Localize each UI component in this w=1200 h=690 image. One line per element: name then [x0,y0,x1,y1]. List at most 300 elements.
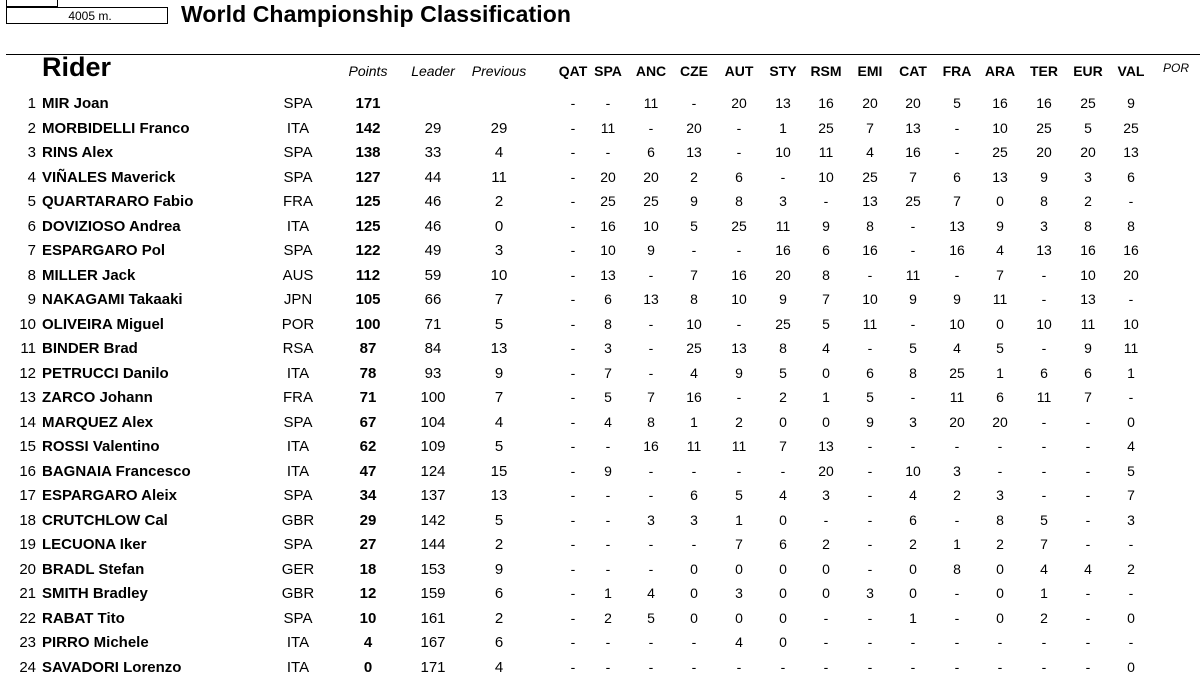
rider-name: BRADL Stefan [42,560,145,578]
rider-name: ZARCO Johann [42,389,153,406]
race-result-aut-text: 11 [731,438,747,454]
race-result-qat-text: - [570,634,576,650]
race-result-spa-text: - [605,536,611,552]
rider-gap-leader-text: 161 [420,609,446,627]
race-result-sty-text: 1 [779,119,787,136]
race-result-eur-text: - [1085,413,1091,430]
race-result-ara-text: 1 [996,364,1004,381]
rider-points-text: 18 [359,560,377,578]
race-result-ter-text: 6 [1040,364,1048,381]
race-result-spa-text: 7 [604,364,612,381]
race-result-sty-text: 9 [779,291,787,307]
rider-name: RINS Alex [42,144,114,161]
race-result-aut-text: 0 [735,609,743,626]
race-result-ter-text: 7 [1040,536,1048,552]
race-result-eur-text: - [1085,438,1091,454]
race-result-ara-text: 5 [996,340,1004,356]
rider-gap-leader-text: 137 [420,487,446,504]
column-header-race-ter-text: TER [1030,63,1058,79]
race-result-aut-text: 25 [731,217,747,234]
race-result-emi-text: 9 [866,413,874,430]
race-result-rsm-text: 0 [822,364,830,381]
table-row [0,634,1200,658]
race-result-spa-text: - [605,634,611,650]
column-header-race-val-text: VAL [1117,63,1145,79]
race-result-spa-text: 5 [604,389,612,405]
race-result-emi-text: - [867,438,873,454]
rider-points-text: 100 [355,315,381,333]
rider-gap-leader-text: 144 [420,536,446,553]
race-result-eur-text: - [1085,487,1091,503]
race-result-rsm-text: 13 [818,438,834,454]
race-result-eur-text: - [1085,462,1091,479]
race-result-val-text: 0 [1127,658,1135,675]
race-result-rsm-text: - [823,634,829,650]
table-row [0,561,1200,585]
race-result-qat-text: - [570,609,576,626]
race-result-spa-text: 4 [604,413,612,430]
rider-points-text: 125 [355,193,381,210]
race-result-anc-text: - [648,560,654,577]
rider-gap-previous-text: 13 [490,487,508,504]
race-result-emi-text: 5 [866,389,874,405]
rider-position: 15 [19,438,36,455]
race-result-rsm-text: - [823,511,829,528]
rider-nation-text: SPA [283,413,313,431]
race-result-emi-text: - [867,266,873,283]
distance-box-tab [6,0,58,7]
race-result-val-text: 8 [1127,217,1135,234]
race-result-cze-text: 11 [686,438,702,454]
race-result-emi-text: 8 [866,217,874,234]
race-result-eur-text: - [1085,634,1091,650]
race-result-fra-text: 9 [953,291,961,307]
race-result-qat-text: - [570,389,576,405]
column-header-race-eur-text: EUR [1073,63,1103,79]
race-result-aut-text: - [736,389,742,405]
rider-gap-previous-text: 15 [490,462,508,480]
rider-position: 19 [19,536,36,553]
rider-gap-leader-text: 46 [424,193,442,210]
race-result-cat-text: - [910,438,916,454]
race-result-qat-text: - [570,242,576,258]
rider-nation-text: ITA [286,438,310,455]
rider-nation-text: ITA [286,217,310,235]
race-result-cze-text: 0 [690,560,698,577]
rider-gap-leader-text: 124 [420,462,446,480]
race-result-fra-text: 11 [949,389,965,405]
race-result-fra-text: 20 [949,413,965,430]
column-header-race-ara-text: ARA [984,63,1016,79]
race-result-anc-text: - [648,487,654,503]
race-result-sty-text: 0 [779,609,787,626]
race-result-eur-text: 2 [1084,193,1092,209]
rider-points-text: 62 [359,438,377,455]
race-result-rsm-text: 10 [818,168,834,185]
race-result-eur-text: - [1085,609,1091,626]
race-result-qat-text: - [570,560,576,577]
race-result-cze-text: 3 [690,511,698,528]
race-result-ter-text: 9 [1040,168,1048,185]
race-result-qat-text: - [570,585,576,601]
rider-points-text: 71 [359,389,377,406]
rider-gap-leader-text: 44 [424,168,442,186]
race-result-eur-text: 8 [1084,217,1092,234]
race-result-rsm-text: - [823,609,829,626]
race-result-anc-text: 7 [647,389,655,405]
race-result-rsm-text: 5 [822,315,830,332]
race-result-eur-text: 25 [1080,95,1096,111]
table-row [0,610,1200,634]
race-result-cze-text: 5 [690,217,698,234]
rider-position: 16 [19,462,36,480]
race-result-rsm-text: 25 [818,119,834,136]
race-result-cze-text: - [691,634,697,650]
column-header-race-qat-text: QAT [558,63,588,79]
race-result-rsm-text: - [823,658,829,675]
race-result-emi-text: 20 [862,95,878,111]
race-result-cze-text: - [691,242,697,258]
table-row [0,169,1200,193]
race-result-anc-text: 8 [647,413,655,430]
race-result-emi-text: - [867,462,873,479]
race-result-cat-text: 25 [905,193,921,209]
table-row [0,536,1200,560]
table-row [0,120,1200,144]
rider-position: 24 [19,658,36,676]
race-result-qat-text: - [570,438,576,454]
race-result-fra-text: 3 [953,462,961,479]
race-result-val-text: 6 [1127,168,1135,185]
race-result-ara-text: 9 [996,217,1004,234]
race-result-val-text: 9 [1127,95,1135,111]
race-result-cze-text: 8 [690,291,698,307]
race-result-anc-text: - [648,315,654,332]
race-result-aut-text: 5 [735,487,743,503]
race-result-sty-text: 0 [779,560,787,577]
rider-nation-text: AUS [282,266,314,284]
race-result-aut-text: 20 [731,95,747,111]
race-result-qat-text: - [570,364,576,381]
race-result-cze-text: 0 [690,609,698,626]
race-result-cze-text: - [691,658,697,675]
race-result-spa-text: - [605,560,611,577]
rider-points-text: 12 [359,585,377,602]
race-result-ter-text: 8 [1040,193,1048,209]
race-result-val-text: 3 [1127,511,1135,528]
race-result-anc-text: - [648,119,654,136]
rider-gap-previous-text: 5 [494,315,504,333]
race-result-rsm-text: 0 [822,560,830,577]
rider-gap-previous-text: 29 [490,119,508,137]
race-result-rsm-text: 7 [822,291,830,307]
table-row [0,438,1200,462]
race-result-anc-text: 16 [643,438,659,454]
race-result-cat-text: 0 [909,585,917,601]
race-result-qat-text: - [570,413,576,430]
race-result-cat-text: 10 [905,462,921,479]
race-result-eur-text: 3 [1084,168,1092,185]
race-result-ara-text: 0 [996,585,1004,601]
race-result-spa-text: 13 [600,266,616,283]
race-result-fra-text: - [954,144,960,160]
track-distance: 4005 m. [6,7,168,24]
race-result-aut-text: 16 [731,266,747,283]
race-result-ter-text: - [1041,340,1047,356]
race-result-cat-text: 13 [905,119,921,136]
race-result-ter-text: - [1041,413,1047,430]
rider-name: VIÑALES Maverick [42,168,176,186]
race-result-sty-text: 20 [775,266,791,283]
race-result-anc-text: 6 [647,144,655,160]
race-result-sty-text: 16 [775,242,791,258]
race-result-rsm-text: 0 [822,413,830,430]
race-result-aut-text: - [736,242,742,258]
column-header-leader-text: Leader [411,63,455,79]
race-result-eur-text: 13 [1080,291,1096,307]
race-result-val-text: - [1128,536,1134,552]
race-result-aut-text: - [736,462,742,479]
race-result-ter-text: 4 [1040,560,1048,577]
race-result-fra-text: - [954,511,960,528]
column-header-race-emi-text: EMI [857,63,883,79]
race-result-spa-text: 9 [604,462,612,479]
race-result-qat-text: - [570,658,576,675]
rider-gap-previous-text: 9 [494,364,504,382]
race-result-ara-text: 20 [992,413,1008,430]
race-result-spa-text: 11 [600,119,616,136]
race-result-aut-text: 13 [731,340,747,356]
race-result-cat-text: 16 [905,144,921,160]
race-result-fra-text: 13 [949,217,965,234]
race-result-rsm-text: 2 [822,536,830,552]
rider-points-text: 67 [359,413,377,431]
race-result-anc-text: - [648,634,654,650]
race-result-cze-text: 1 [690,413,698,430]
header-divider [6,54,1200,55]
race-result-emi-text: - [867,511,873,528]
race-result-ter-text: 20 [1036,144,1052,160]
race-result-cze-text: 10 [686,315,702,332]
race-result-eur-text: 20 [1080,144,1096,160]
table-row [0,267,1200,291]
rider-nation-text: GBR [281,511,315,529]
rider-gap-leader-text: 153 [420,560,446,578]
rider-position: 12 [19,364,36,382]
column-header-race-cat-text: CAT [899,63,927,79]
race-result-cat-text: 5 [909,340,917,356]
race-result-aut-text: - [736,144,742,160]
race-result-aut-text: 4 [735,634,743,650]
race-result-cze-text: 6 [690,487,698,503]
race-result-ara-text: 6 [996,389,1004,405]
rider-name: MORBIDELLI Franco [42,119,190,137]
rider-name: CRUTCHLOW Cal [42,511,168,529]
race-result-ara-text: 0 [996,193,1004,209]
rider-gap-previous-text: 3 [494,242,504,259]
race-result-emi-text: 4 [866,144,874,160]
race-result-ter-text: 2 [1040,609,1048,626]
rider-points-text: 87 [359,340,377,357]
race-result-fra-text: 16 [949,242,965,258]
race-result-eur-text: - [1085,511,1091,528]
race-result-anc-text: - [648,340,654,356]
race-result-cze-text: 13 [686,144,702,160]
race-result-eur-text: 4 [1084,560,1092,577]
race-result-emi-text: 11 [862,315,878,332]
race-result-qat-text: - [570,511,576,528]
race-result-sty-text: 3 [779,193,787,209]
race-result-spa-text: 3 [604,340,612,356]
race-result-eur-text: - [1085,658,1091,675]
race-result-ter-text: 25 [1036,119,1052,136]
race-result-spa-text: - [605,144,611,160]
race-result-spa-text: - [605,438,611,454]
race-result-anc-text: - [648,266,654,283]
race-result-fra-text: 4 [953,340,961,356]
race-result-cat-text: - [910,242,916,258]
race-result-eur-text: 11 [1080,315,1096,332]
column-header-race-por-text: POR [1162,61,1190,75]
rider-name: SAVADORI Lorenzo [42,658,182,676]
table-row [0,463,1200,487]
race-result-sty-text: 7 [779,438,787,454]
race-result-cat-text: 3 [909,413,917,430]
rider-gap-previous-text: 9 [494,560,504,578]
race-result-emi-text: - [867,658,873,675]
rider-name: ESPARGARO Aleix [42,487,178,504]
rider-gap-leader-text: 159 [420,585,446,602]
race-result-eur-text: 5 [1084,119,1092,136]
race-result-ter-text: 1 [1040,585,1048,601]
rider-nation-text: SPA [283,95,313,112]
rider-gap-previous-text: 5 [494,511,504,529]
race-result-aut-text: - [736,658,742,675]
race-result-cze-text: 20 [686,119,702,136]
rider-nation-text: SPA [283,144,313,161]
rider-name: QUARTARARO Fabio [42,193,194,210]
race-result-val-text: 0 [1127,609,1135,626]
race-result-cat-text: - [910,217,916,234]
race-result-rsm-text: 0 [822,585,830,601]
rider-position: 6 [27,217,36,235]
race-result-fra-text: - [954,658,960,675]
rider-name: MARQUEZ Alex [42,413,154,431]
race-result-ter-text: 10 [1036,315,1052,332]
rider-gap-leader-text: 84 [424,340,442,357]
race-result-cze-text: - [691,462,697,479]
race-result-val-text: 10 [1123,315,1139,332]
race-result-anc-text: - [648,536,654,552]
race-result-fra-text: 6 [953,168,961,185]
race-result-aut-text: 7 [735,536,743,552]
race-result-val-text: 11 [1123,340,1139,356]
race-result-rsm-text: 9 [822,217,830,234]
race-result-spa-text: 2 [604,609,612,626]
rider-name: PIRRO Michele [42,634,149,651]
race-result-aut-text: 2 [735,413,743,430]
race-result-emi-text: 25 [862,168,878,185]
race-result-sty-text: 0 [779,585,787,601]
rider-name: BINDER Brad [42,340,138,357]
race-result-fra-text: 10 [949,315,965,332]
rider-points-text: 34 [359,487,377,504]
race-result-aut-text: - [736,315,742,332]
rider-gap-previous-text: 10 [490,266,508,284]
race-result-anc-text: 10 [643,217,659,234]
column-header-race-anc-text: ANC [635,63,667,79]
rider-position: 11 [20,340,36,357]
race-result-emi-text: 13 [862,193,878,209]
race-result-ter-text: - [1041,291,1047,307]
rider-gap-previous-text: 4 [494,413,504,431]
race-result-sty-text: 11 [775,217,791,234]
rider-points-text: 125 [355,217,381,235]
race-result-aut-text: 0 [735,560,743,577]
race-result-ara-text: - [997,462,1003,479]
table-row [0,193,1200,217]
race-result-cze-text: 2 [690,168,698,185]
rider-name: LECUONA Iker [42,536,147,553]
race-result-ara-text: 7 [996,266,1004,283]
race-result-aut-text: - [736,119,742,136]
race-result-spa-text: 1 [604,585,612,601]
column-header-race-fra-text: FRA [942,63,972,79]
table-row [0,414,1200,438]
race-result-anc-text: 25 [643,193,659,209]
race-result-anc-text: - [648,364,654,381]
race-result-cat-text: 11 [905,266,921,283]
race-result-sty-text: 6 [779,536,787,552]
race-result-cze-text: 9 [690,193,698,209]
rider-gap-leader-text: 59 [424,266,442,284]
race-result-ara-text: 13 [992,168,1008,185]
rider-nation-text: ITA [286,462,310,480]
rider-position: 20 [19,560,36,578]
table-row [0,389,1200,413]
race-result-rsm-text: 16 [818,95,834,111]
distance-box [0,0,170,26]
race-result-cat-text: 1 [909,609,917,626]
race-result-spa-text: 6 [604,291,612,307]
rider-nation-text: SPA [283,536,313,553]
race-result-cze-text: 4 [690,364,698,381]
rider-name: PETRUCCI Danilo [42,364,169,382]
race-result-cat-text: 6 [909,511,917,528]
race-result-cze-text: - [691,536,697,552]
race-result-anc-text: 9 [647,242,655,258]
rider-gap-leader-text: 104 [420,413,446,431]
rider-points-text: 171 [355,95,381,112]
race-result-sty-text: 0 [779,413,787,430]
rider-gap-leader-text: 167 [420,634,446,651]
rider-points-text: 142 [355,119,381,137]
race-result-anc-text: - [648,462,654,479]
race-result-ara-text: 8 [996,511,1004,528]
column-header-race-rsm-text: RSM [810,63,842,79]
rider-points-text: 0 [363,658,373,676]
race-result-eur-text: 10 [1080,266,1096,283]
race-result-sty-text: 4 [779,487,787,503]
race-result-val-text: 16 [1123,242,1139,258]
race-result-qat-text: - [570,144,576,160]
race-result-ara-text: 25 [992,144,1008,160]
race-result-fra-text: - [954,634,960,650]
rider-nation-text: ITA [286,364,310,382]
race-result-fra-text: 8 [953,560,961,577]
table-row [0,242,1200,266]
race-result-rsm-text: 6 [822,242,830,258]
